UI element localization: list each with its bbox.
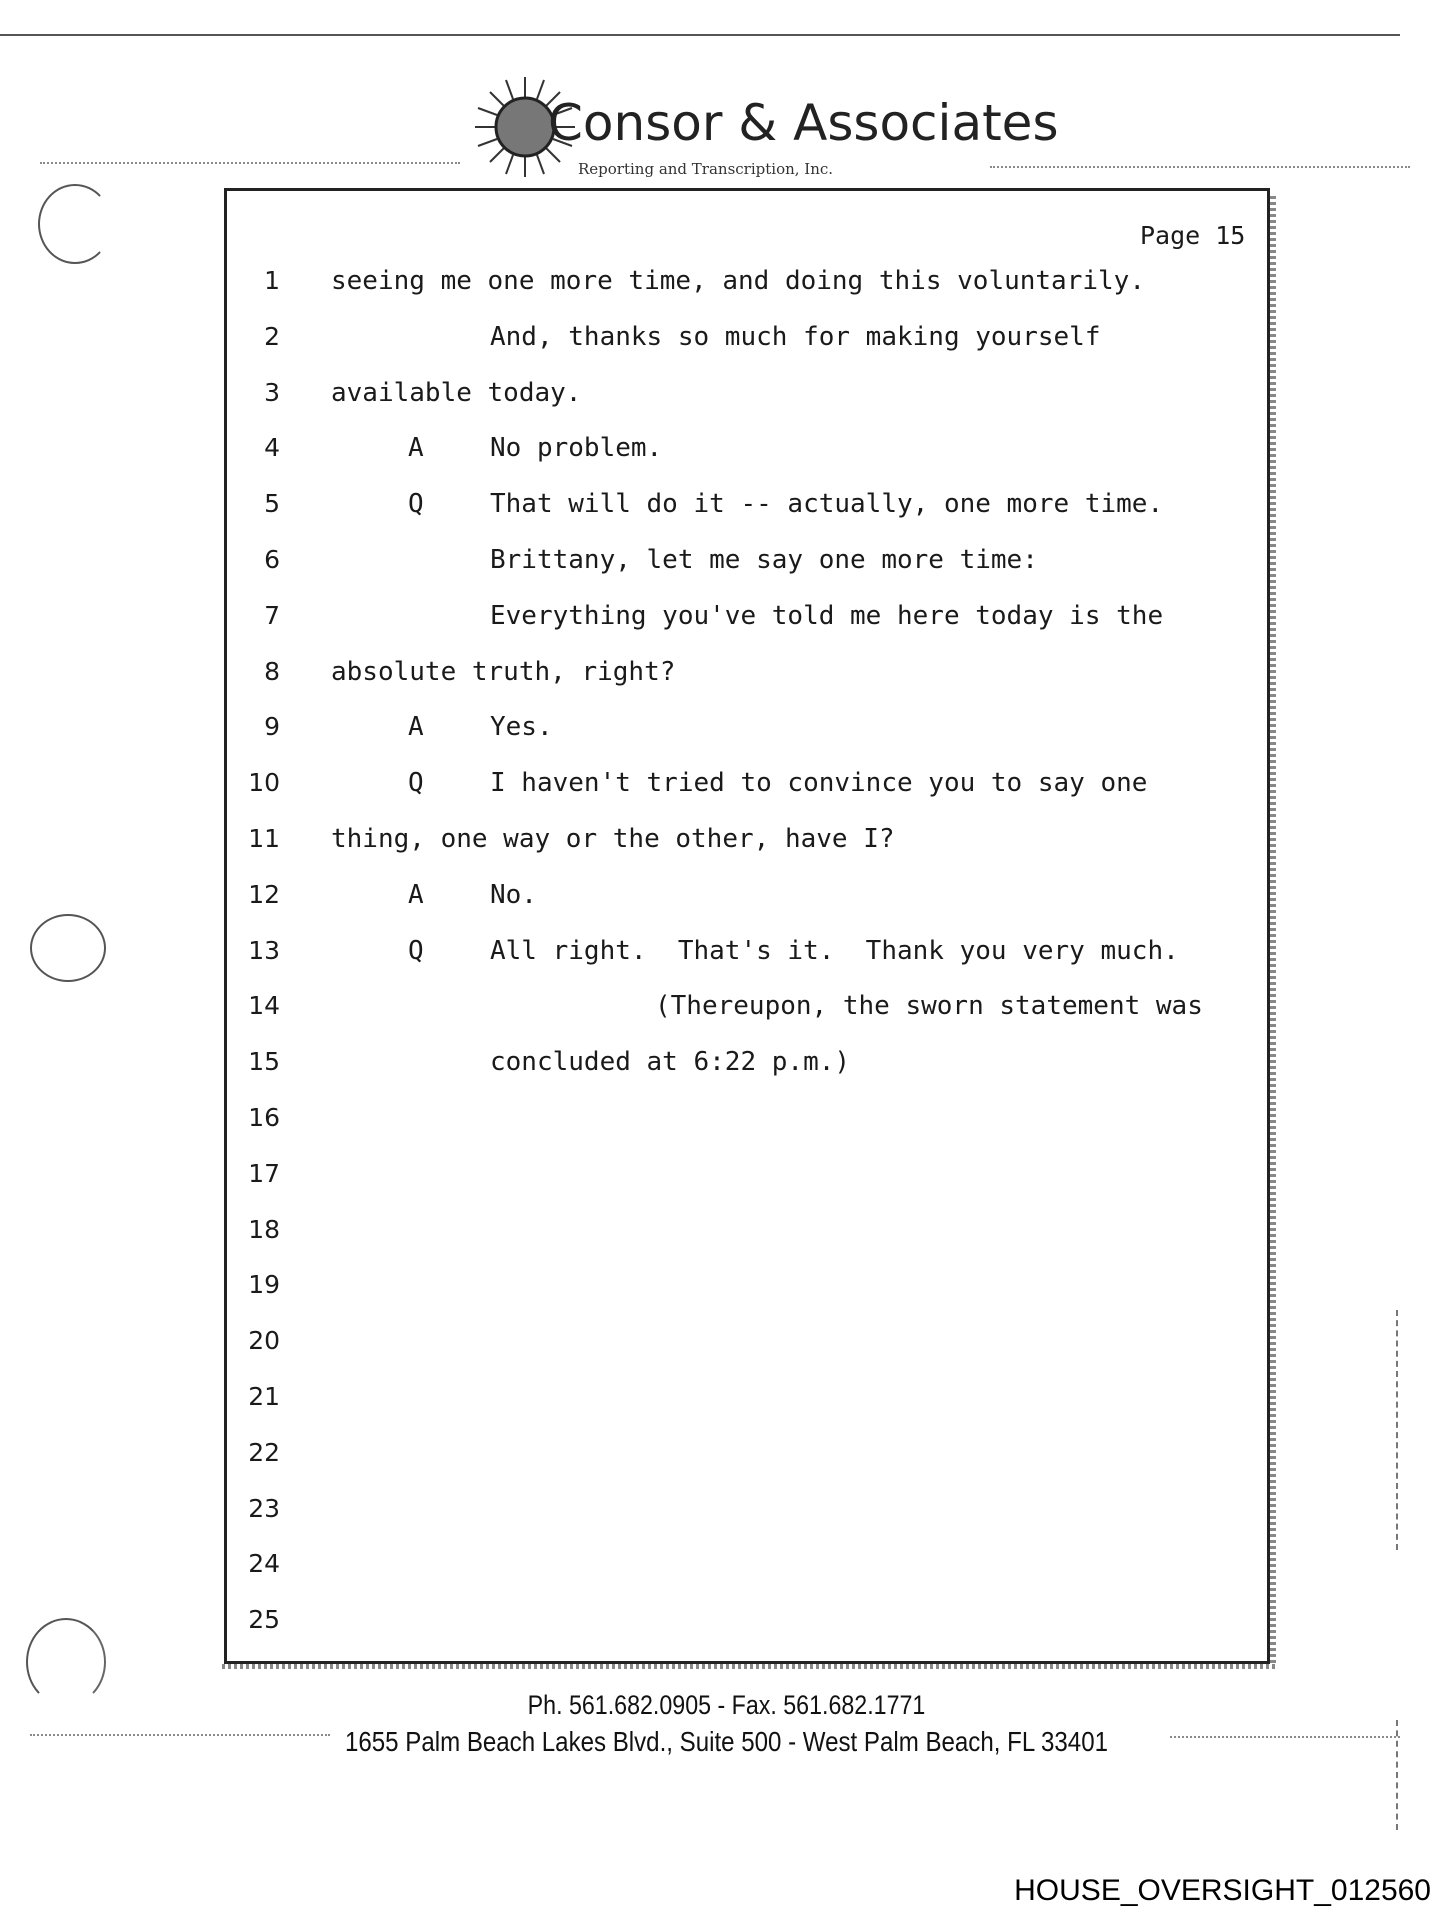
line-number: 15	[248, 1047, 280, 1077]
company-logo	[470, 72, 1059, 182]
line-number: 12	[248, 879, 280, 909]
top-rule	[0, 34, 1400, 36]
line-number: 2	[264, 321, 280, 351]
line-number: 8	[264, 656, 280, 686]
transcript-line	[0, 824, 1453, 880]
line-text: seeing me one more time, and doing this voluntarily.	[331, 266, 1145, 296]
transcript-line	[0, 1159, 1453, 1215]
line-number: 19	[248, 1270, 280, 1300]
footer-address: 1655 Palm Beach Lakes Blvd., Suite 500 - West Palm Beach, FL 33401	[345, 1726, 1108, 1757]
line-number: 22	[248, 1437, 280, 1467]
transcript-line	[0, 378, 1453, 434]
transcript-line	[0, 1438, 1453, 1494]
transcript-line	[0, 433, 1453, 489]
punch-hole	[38, 184, 112, 264]
line-number: 18	[248, 1214, 280, 1244]
line-text: And, thanks so much for making yourself	[490, 321, 1101, 352]
transcript-line	[0, 936, 1453, 992]
line-number: 21	[248, 1382, 280, 1411]
bates-number: HOUSE_OVERSIGHT_012560	[1014, 1874, 1431, 1907]
transcript-line	[0, 1549, 1453, 1605]
line-number: 10	[248, 768, 280, 798]
speaker-label: A	[408, 879, 424, 910]
line-text: I haven't tried to convince you to say one	[490, 768, 1148, 799]
transcript-line	[0, 489, 1453, 545]
transcript-line	[0, 322, 1453, 378]
line-text: concluded at 6:22 p.m.)	[490, 1047, 851, 1078]
line-number: 17	[248, 1158, 280, 1188]
transcript-line	[0, 1605, 1453, 1661]
transcript-line	[0, 266, 1453, 322]
scan-speckle	[40, 162, 460, 164]
line-number: 3	[264, 377, 280, 407]
speaker-label: Q	[408, 935, 424, 966]
line-number: 4	[264, 433, 280, 463]
transcript-line	[0, 1047, 1453, 1103]
frame-shadow	[222, 1664, 1276, 1669]
footer-phone-fax: Ph. 561.682.0905 - Fax. 561.682.1771	[527, 1690, 926, 1720]
speaker-label: Q	[408, 489, 424, 520]
line-number: 23	[248, 1493, 280, 1523]
speaker-label: A	[408, 712, 424, 743]
line-number: 1	[264, 266, 280, 295]
transcript-line	[0, 991, 1453, 1047]
line-text: That will do it -- actually, one more time.	[490, 489, 1164, 520]
line-text: (Thereupon, the sworn statement was	[655, 991, 1203, 1022]
page-number: Page 15	[1140, 221, 1246, 250]
transcript-line	[0, 657, 1453, 713]
line-text: absolute truth, right?	[331, 656, 676, 687]
line-text: No problem.	[490, 433, 663, 464]
line-number: 20	[248, 1326, 280, 1356]
line-number: 11	[248, 824, 280, 853]
speaker-label: Q	[408, 768, 424, 799]
line-text: Everything you've told me here today is the	[490, 600, 1164, 631]
company-tagline: Reporting and Transcription, Inc.	[578, 160, 834, 178]
line-number: 24	[248, 1549, 280, 1579]
transcript-line	[0, 1215, 1453, 1271]
transcript-line	[0, 545, 1453, 601]
transcript-line	[0, 768, 1453, 824]
company-name: Consor & Associates	[548, 94, 1059, 152]
scan-speckle	[990, 166, 1410, 168]
line-number: 9	[264, 712, 280, 742]
line-text: Brittany, let me say one more time:	[490, 545, 1038, 575]
transcript-line	[0, 880, 1453, 936]
transcript-line	[0, 1270, 1453, 1326]
line-text: available today.	[331, 377, 582, 408]
line-number: 6	[264, 545, 280, 574]
transcript-line	[0, 712, 1453, 768]
transcript-line	[0, 1494, 1453, 1550]
transcript-line	[0, 601, 1453, 657]
line-number: 7	[264, 600, 280, 630]
transcript-line	[0, 1103, 1453, 1159]
line-number: 14	[248, 991, 280, 1021]
line-number: 5	[264, 489, 280, 519]
line-text: No.	[490, 879, 537, 910]
scan-scratch	[1396, 1720, 1398, 1830]
line-number: 25	[248, 1605, 280, 1635]
line-text: Yes.	[490, 712, 553, 743]
speaker-label: A	[408, 433, 424, 464]
line-number: 13	[248, 935, 280, 965]
line-text: All right. That's it. Thank you very much.	[490, 935, 1179, 966]
transcript-line	[0, 1326, 1453, 1382]
line-text: thing, one way or the other, have I?	[331, 824, 895, 854]
transcript-line	[0, 1382, 1453, 1438]
line-number: 16	[248, 1103, 280, 1132]
